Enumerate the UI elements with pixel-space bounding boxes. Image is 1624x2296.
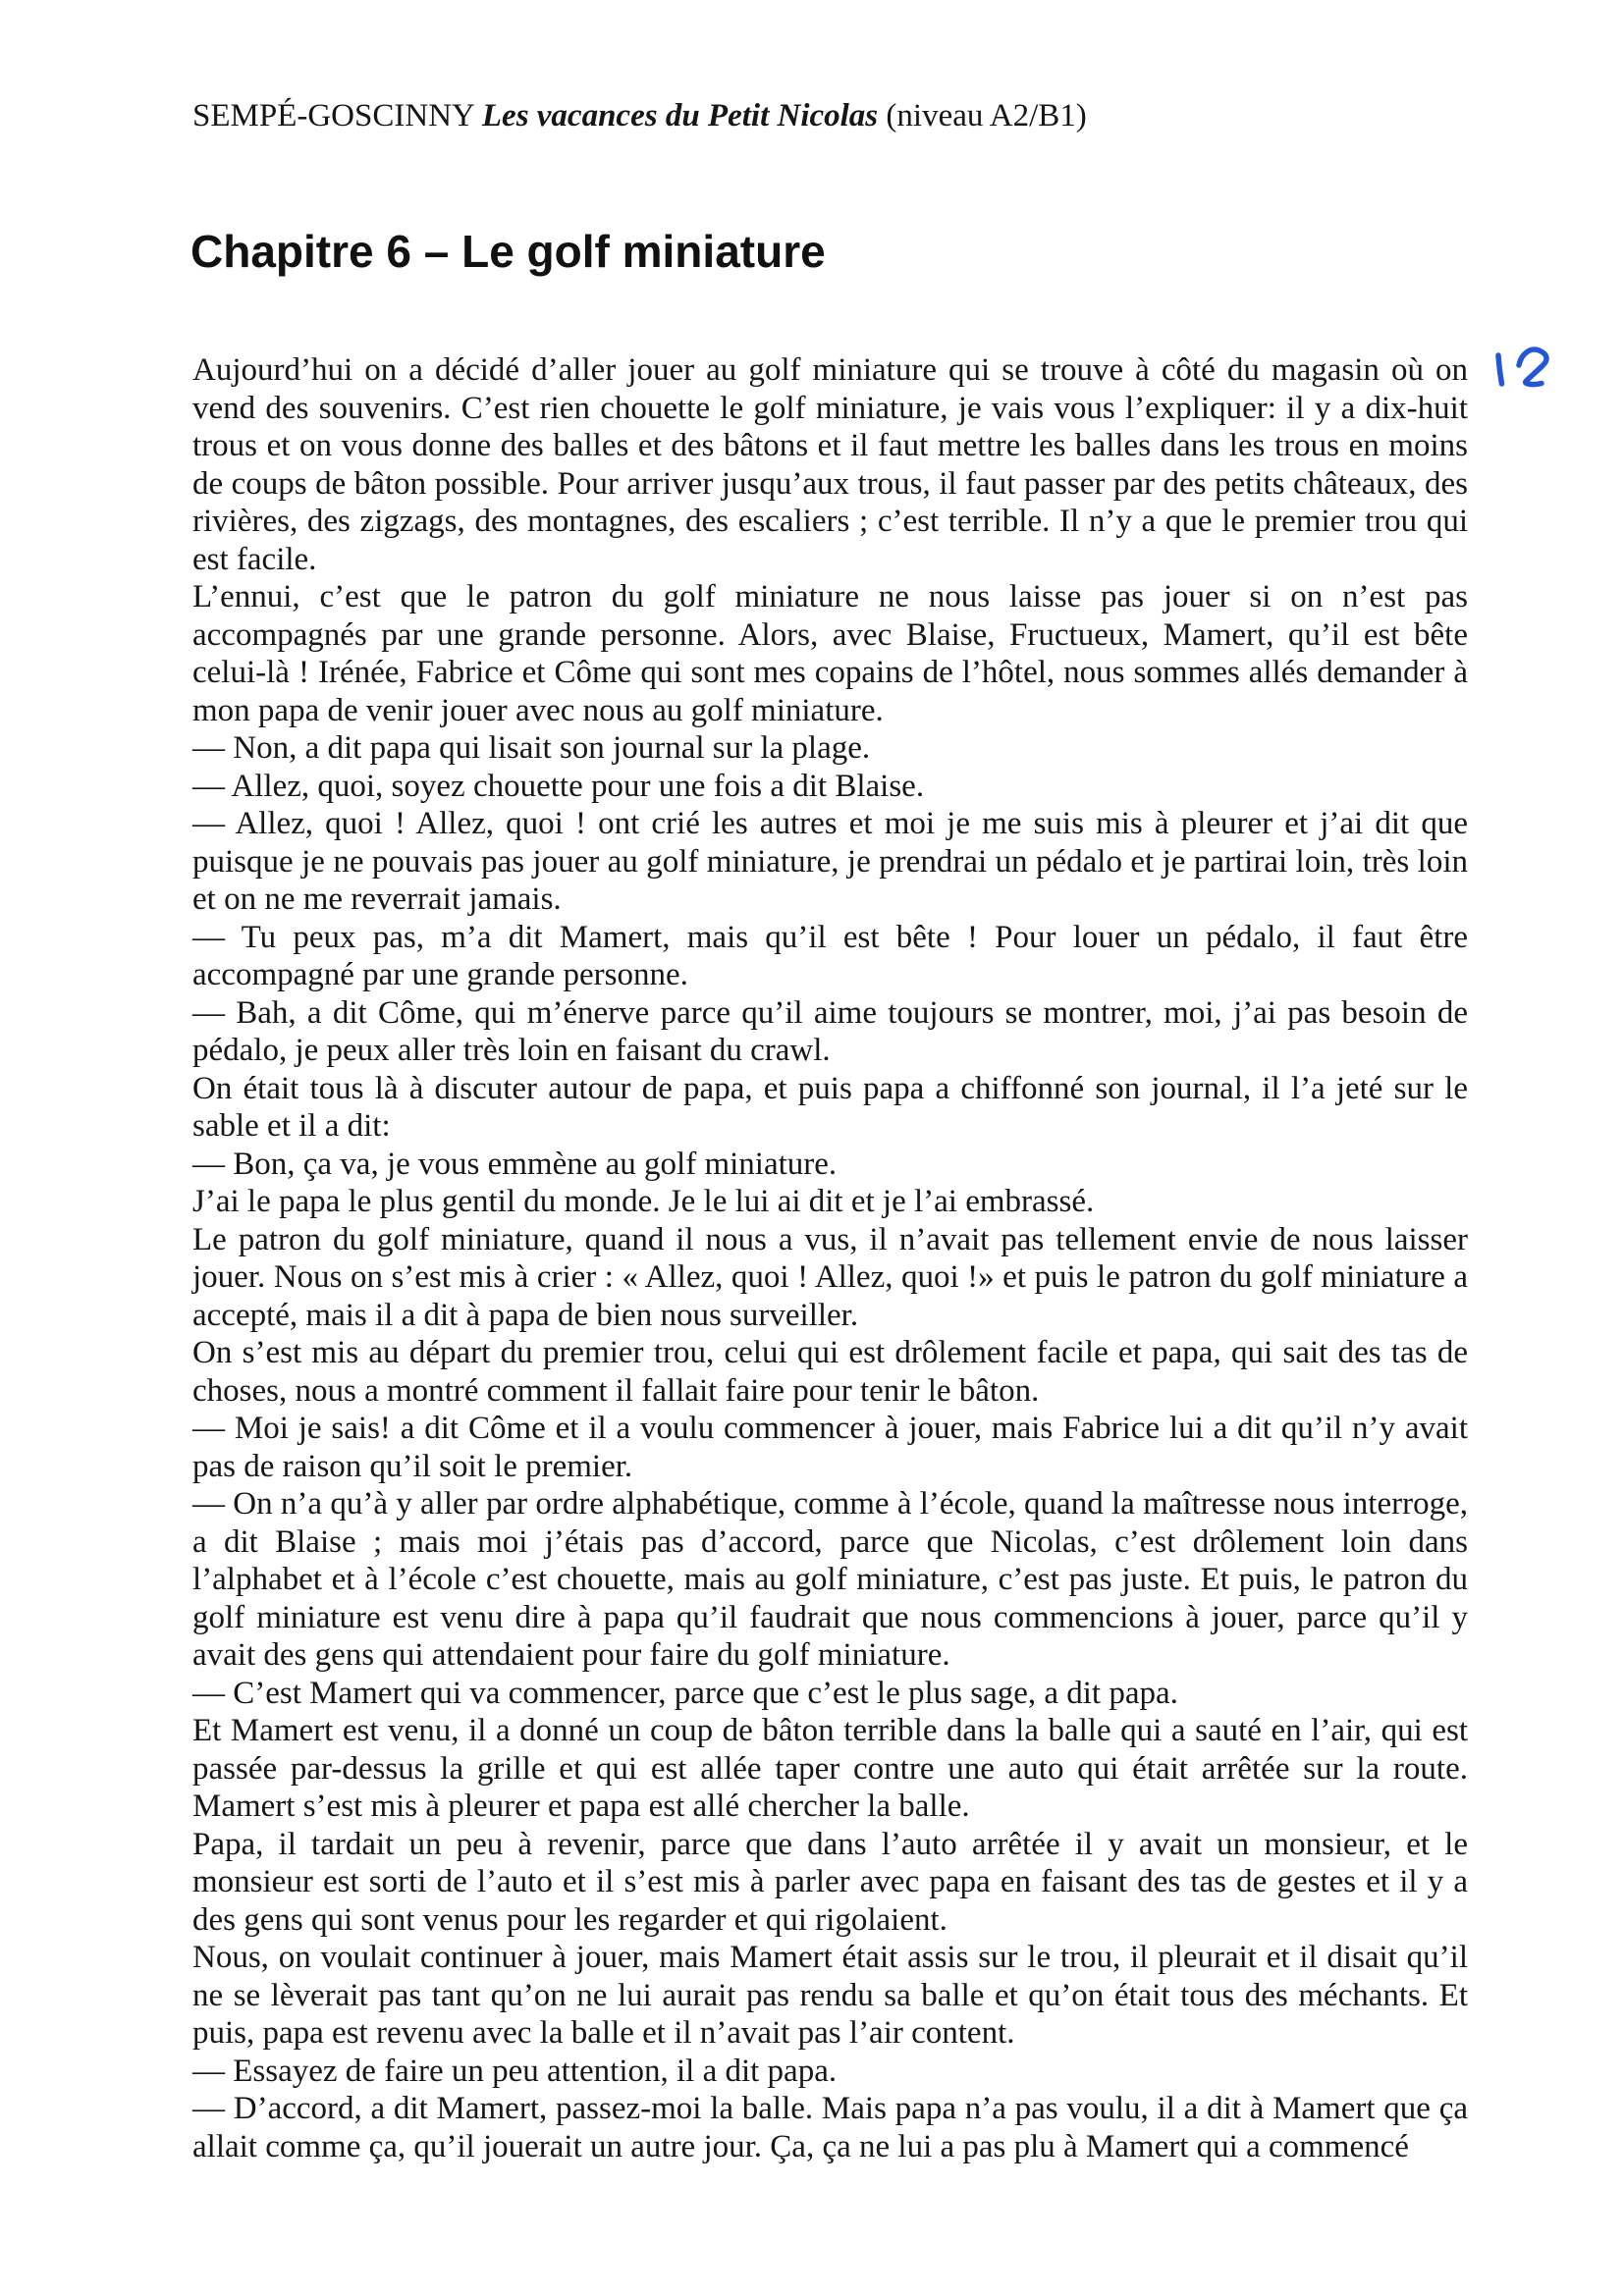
paragraph: — C’est Mamert qui va commencer, parce que c’est le plus sage, a dit papa. [192, 1675, 1178, 1711]
paragraph: — Bon, ça va, je vous emmène au golf miniature. [192, 1146, 838, 1182]
paragraph: L’ennui, c’est que le patron du golf miniature ne nous laisse pas jouer si on n’est pas accompagnés par une grande personne. Alors, avec Blaise, Fructueux, Mamert, qu’il est bête celui-là ! Irénée, Fabrice et Côme qui sont mes copains de l’hôtel, nous sommes allés demander à mon papa de venir jouer avec nous au golf miniature. [192, 579, 1468, 728]
paragraph: J’ai le papa le plus gentil du monde. Je le lui ai dit et je l’ai embrassé. [192, 1184, 1095, 1219]
paragraph: — Bah, a dit Côme, qui m’énerve parce qu’il aime toujours se montrer, moi, j’ai pas besoin de pédalo, je peux aller très loin en faisant du crawl. [192, 994, 1468, 1068]
paragraph: On s’est mis au départ du premier trou, celui qui est drôlement facile et papa, qui sait des tas de choses, nous a montré comment il fallait faire pour tenir le bâton. [192, 1335, 1468, 1409]
handwritten-page-number [1489, 344, 1567, 399]
paragraph: — Allez, quoi ! Allez, quoi ! ont crié les autres et moi je me suis mis à pleurer et j’ai dit que puisque je ne pouvais pas jouer au golf miniature, je prendrai un pédalo et je partirai loin, très loin et on ne me reverrait jamais. [192, 806, 1468, 917]
paragraph: Papa, il tardait un peu à revenir, parce que dans l’auto arrêtée il y avait un monsieur, et le monsieur est sorti de l’auto et il s’est mis à parler avec papa en faisant des tas de gestes et il y a des gens qui sont venus pour les regarder et qui rigolaient. [192, 1826, 1468, 1938]
header-level: (niveau A2/B1) [878, 98, 1087, 133]
paragraph: — Moi je sais! a dit Côme et il a voulu commencer à jouer, mais Fabrice lui a dit qu’il n’y avait pas de raison qu’il soit le premier. [192, 1411, 1468, 1484]
paragraph: On était tous là à discuter autour de papa, et puis papa a chiffonné son journal, il l’a jeté sur le sable et il a dit: [192, 1070, 1468, 1144]
paragraph: — Non, a dit papa qui lisait son journal sur la plage. [192, 730, 871, 766]
header-book-title: Les vacances du Petit Nicolas [481, 98, 879, 133]
paragraph: — On n’a qu’à y aller par ordre alphabétique, comme à l’école, quand la maîtresse nous interroge, a dit Blaise ; mais moi j’étais pas d’accord, parce que Nicolas, c’est drôlement loin dans l’alphabet et à l’école c’est chouette, mais au golf miniature, c’est pas juste. Et puis, le patron du golf miniature est venu dire à papa qu’il faudrait que nous commencions à jouer, parce qu’il y avait des gens qui attendaient pour faire du golf miniature. [192, 1486, 1468, 1673]
paragraph: Le patron du golf miniature, quand il nous a vus, il n’avait pas tellement envie de nous laisser jouer. Nous on s’est mis à crier : « Allez, quoi ! Allez, quoi !» et puis le patron du golf miniature a accepté, mais il a dit à papa de bien nous surveiller. [192, 1221, 1468, 1333]
paragraph: Et Mamert est venu, il a donné un coup de bâton terrible dans la balle qui a sauté en l’air, qui est passée par-dessus la grille et qui est allée taper contre une auto qui était arrêtée sur la route. Mamert s’est mis à pleurer et papa est allé chercher la balle. [192, 1713, 1468, 1824]
handwritten-page-number-strokes [1489, 344, 1567, 399]
paragraph: — Essayez de faire un peu attention, il a dit papa. [192, 2053, 838, 2089]
paragraph: — D’accord, a dit Mamert, passez-moi la balle. Mais papa n’a pas voulu, il a dit à Mamert que ça allait comme ça, qu’il jouerait un autre jour. Ça, ça ne lui a pas plu à Mamert qui a commencé [192, 2091, 1468, 2164]
header-author: SEMPÉ-GOSCINNY [192, 98, 482, 133]
paragraph: Aujourd’hui on a décidé d’aller jouer au golf miniature qui se trouve à côté du magasin où on vend des souvenirs. C’est rien chouette le golf miniature, je vais vous l’expliquer: il y a dix-huit trous et on vous donne des balles et des bâtons et il faut mettre les balles dans les trous en moins de coups de bâton possible. Pour arriver jusqu’aux trous, il faut passer par des petits châteaux, des rivières, des zigzags, des montagnes, des escaliers ; c’est terrible. Il n’y a que le premier trou qui est facile. [192, 352, 1468, 577]
paragraph: — Tu peux pas, m’a dit Mamert, mais qu’il est bête ! Pour louer un pédalo, il faut être accompagné par une grande personne. [192, 919, 1468, 992]
paragraph: — Allez, quoi, soyez chouette pour une fois a dit Blaise. [192, 768, 925, 804]
chapter-title: Chapitre 6 – Le golf miniature [190, 226, 826, 277]
chapter-body-text [192, 351, 1468, 2165]
paragraph: Nous, on voulait continuer à jouer, mais Mamert était assis sur le trou, il pleurait et il disait qu’il ne se lèverait pas tant qu’on ne lui aurait pas rendu sa balle et qu’on était tous des méchants. Et puis, papa est revenu avec la balle et il n’avait pas l’air content. [192, 1940, 1468, 2051]
running-header [192, 97, 1469, 134]
